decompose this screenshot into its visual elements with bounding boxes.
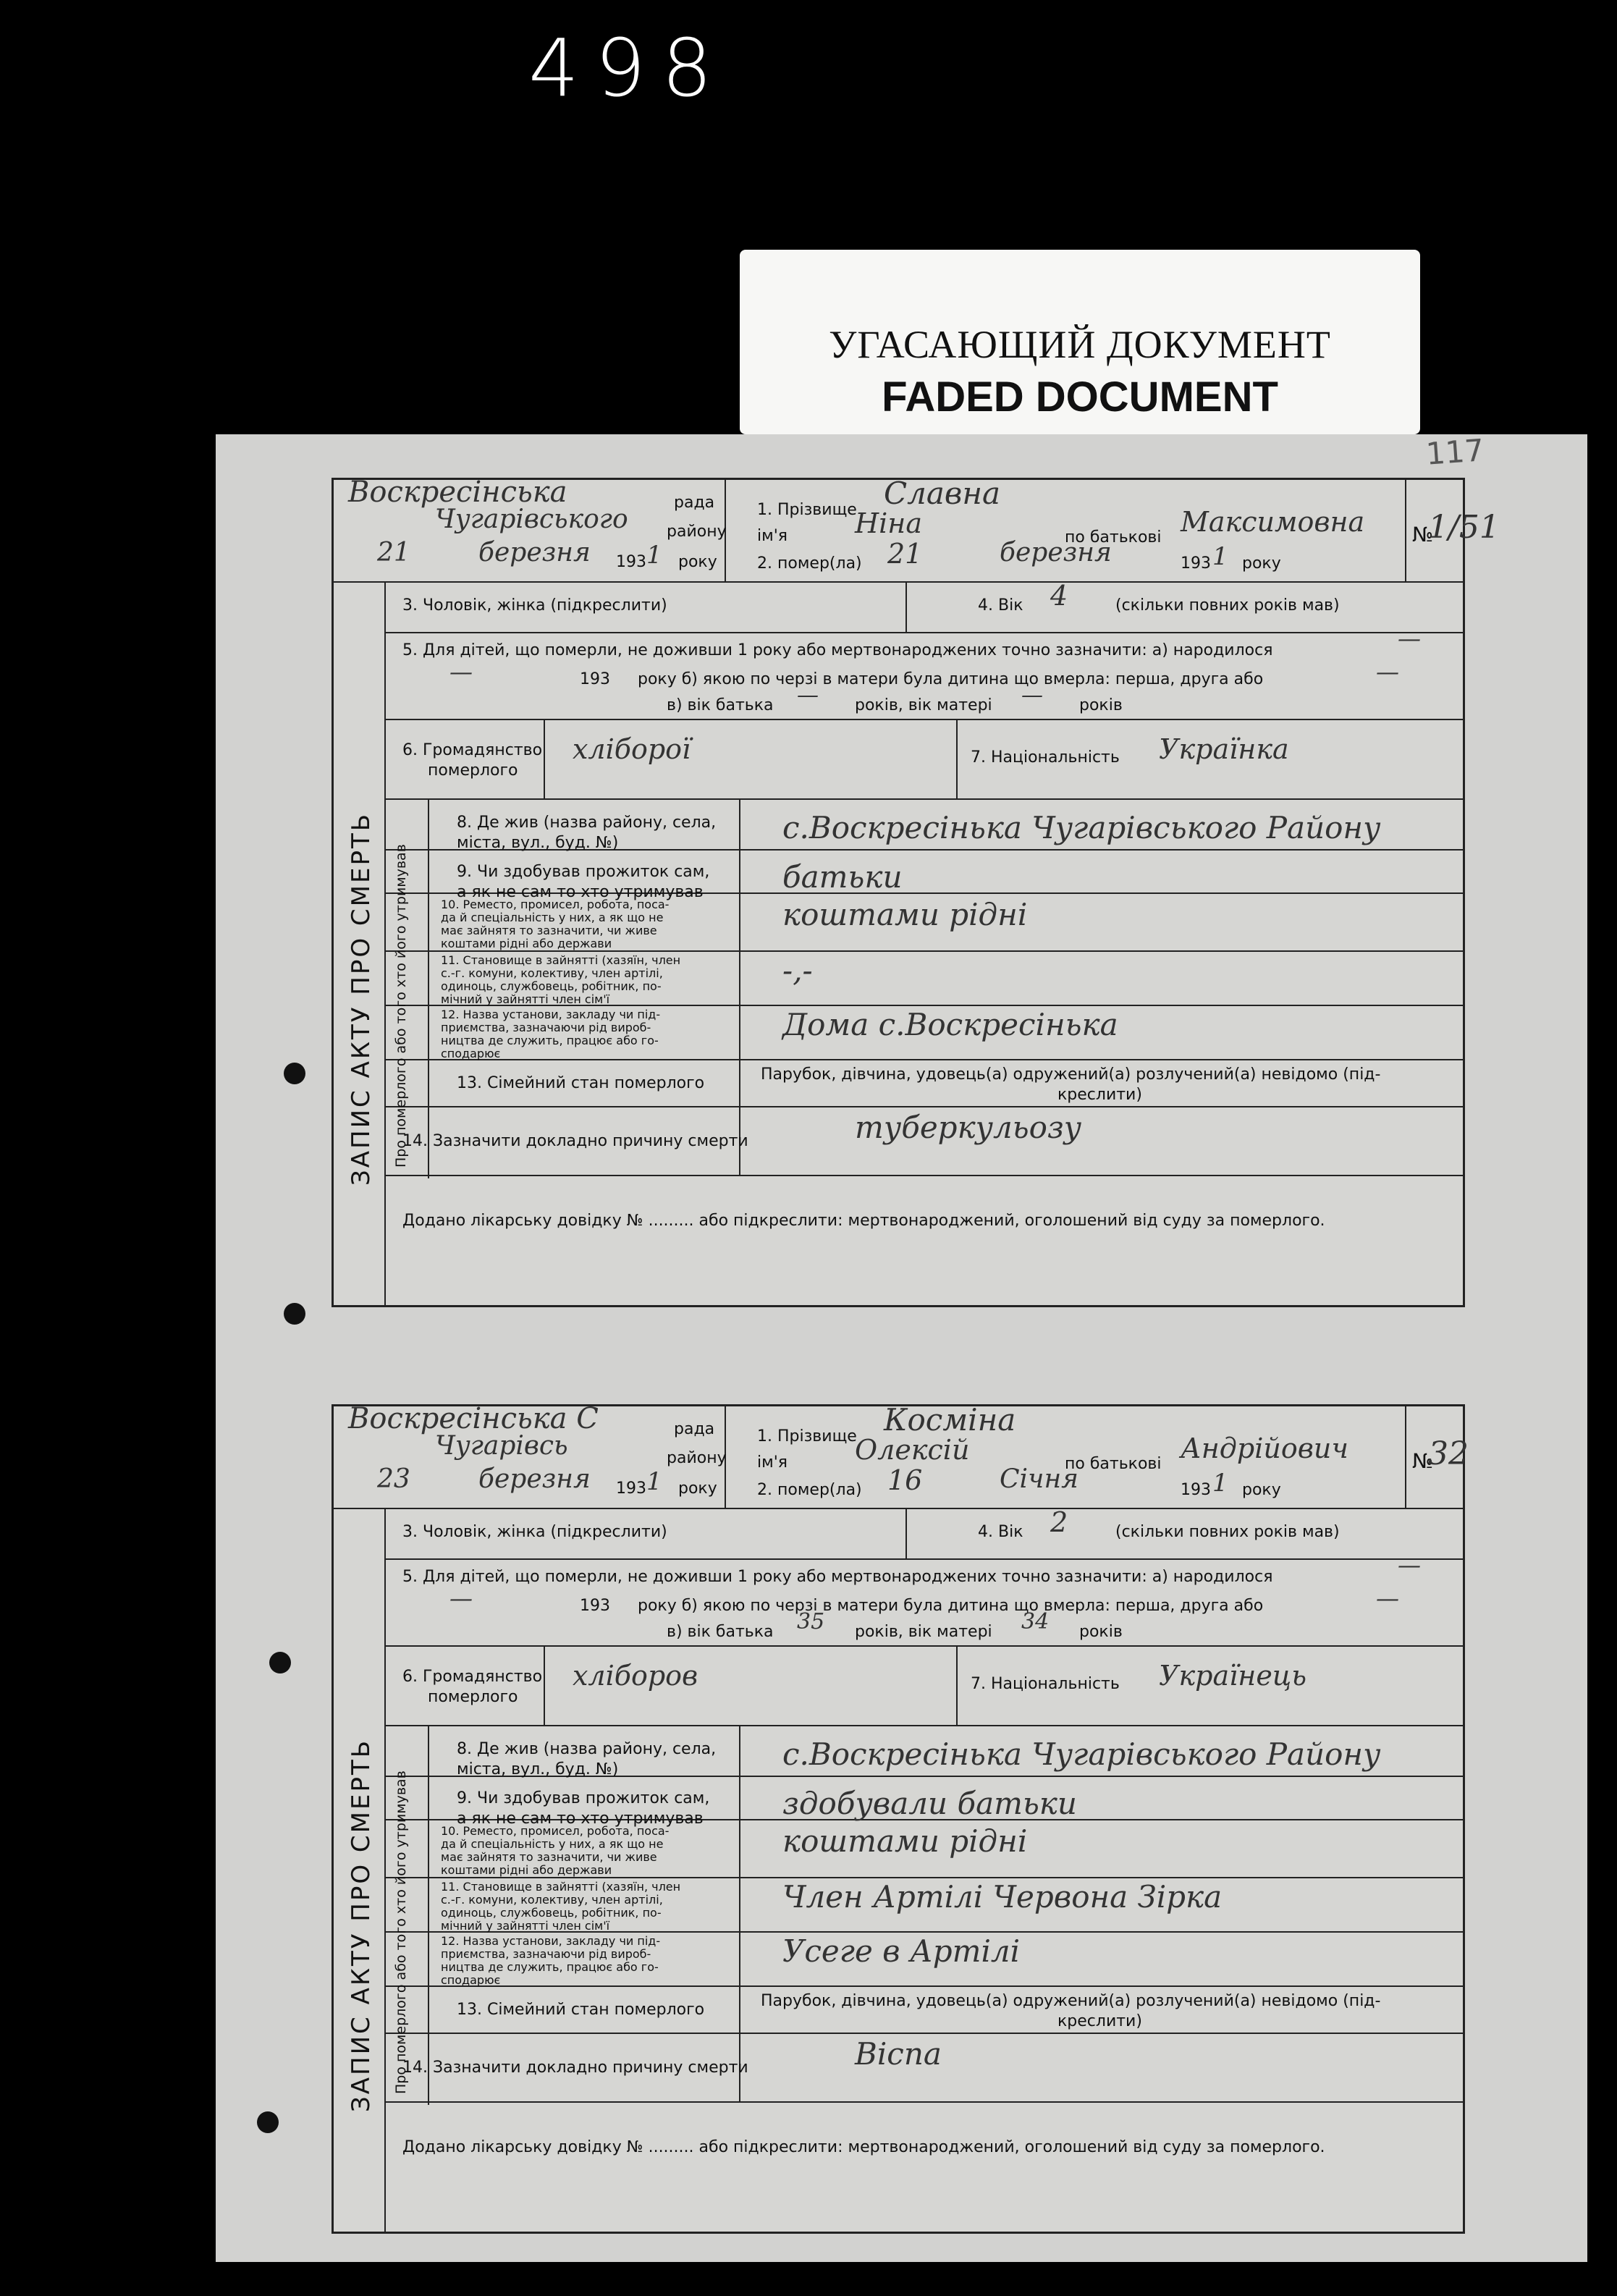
raion-value: Чугарівського — [435, 505, 628, 534]
occupation-value: коштами рідні — [782, 1823, 1028, 1859]
father-age-value: 35 — [797, 1609, 825, 1634]
item5-line3a: в) вік батька — [667, 696, 774, 714]
birth-day-value: — — [1398, 625, 1421, 652]
death-record-2 — [332, 1402, 1469, 2234]
death-day-value: 21 — [887, 538, 923, 570]
row-line-8 — [384, 1106, 1463, 1107]
punch-hole-1 — [284, 1063, 305, 1084]
item9b-label: а як не сам то хто утримував — [457, 883, 704, 901]
occupation-value: коштами рідні — [782, 897, 1028, 932]
record-number: 1/51 — [1428, 509, 1500, 546]
reg-day-value: 21 — [377, 538, 410, 567]
citizenship-label: 6. Громадянство — [402, 1668, 543, 1686]
number-label: № — [1412, 1449, 1434, 1473]
sheet-number: 117 — [1424, 432, 1485, 472]
items-divider — [739, 798, 740, 1175]
reg-day-value: 23 — [377, 1464, 410, 1494]
age-suffix: (скільки повних років мав) — [1115, 596, 1340, 615]
birth-line-value: — — [449, 658, 473, 685]
row-line-0 — [384, 632, 1463, 633]
name-value: Ніна — [855, 507, 922, 539]
row-line-9 — [384, 2101, 1463, 2103]
record-number: 32 — [1428, 1435, 1469, 1472]
mother-age-value: — — [1021, 683, 1043, 708]
surname-label: 1. Прізвище — [757, 501, 857, 519]
died-label: 2. помер(ла) — [757, 1481, 862, 1499]
reg-year-prefix: 193 — [616, 1480, 646, 1498]
death-record-1 — [332, 476, 1500, 1307]
row-line-1 — [384, 1645, 1463, 1647]
footer-note: Додано лікарську довідку № ......... або підкреслити: мертвонароджений, оголошений від суду за померлого. — [402, 1212, 1325, 1230]
item13-options: Парубок, дівчина, удовець(а) одружений(а) розлучений(а) невідомо (під- — [761, 1992, 1381, 2010]
item11c-label: одиноць, службовець, робітник, по- — [441, 1906, 662, 1920]
cause-value: туберкульозу — [855, 1110, 1082, 1145]
nationality-label: 7. Національність — [971, 748, 1120, 767]
row-line-5 — [384, 1877, 1463, 1878]
item11d-label: мічний у зайнятті член сім'ї — [441, 992, 610, 1006]
header-right-divider — [1405, 1406, 1406, 1508]
item12c-label: ництва де служить, працює або го- — [441, 1034, 659, 1047]
item11-label: 11. Становище в зайнятті (хазяїн, член — [441, 1880, 681, 1894]
item8b-label: міста, вул., буд. №) — [457, 834, 619, 852]
reg-month-value: березня — [478, 538, 591, 567]
citizenship-label-2: померлого — [428, 1688, 518, 1706]
item5-line3c: років — [1079, 1623, 1123, 1641]
age-value: 2 — [1050, 1506, 1068, 1538]
side-column-divider — [384, 581, 386, 1305]
nationality-value: Українка — [1159, 733, 1289, 765]
item5-line1: 5. Для дітей, що померли, не доживши 1 року або мертвонароджених точно зазначити: а) народилося — [402, 641, 1273, 659]
header-divider — [334, 581, 1463, 583]
name-label: ім'я — [757, 527, 788, 545]
rada-label: рада — [674, 1420, 715, 1438]
item11c-label: одиноць, службовець, робітник, по- — [441, 979, 662, 993]
age-value: 4 — [1050, 580, 1068, 612]
death-year-value: 1 — [1212, 542, 1228, 571]
item12-label: 12. Назва установи, закладу чи під- — [441, 1934, 661, 1948]
punch-hole-3 — [269, 1652, 291, 1674]
sex-label: 3. Чоловік, жінка (підкреслити) — [402, 1523, 667, 1541]
died-label: 2. помер(ла) — [757, 554, 862, 573]
footer-note: Додано лікарську довідку № ......... або підкреслити: мертвонароджений, оголошений від суду за померлого. — [402, 2138, 1325, 2156]
citizenship-value: хліборов — [573, 1660, 698, 1692]
item14-label: 14. Зазначити докладно причину смерти — [402, 1132, 748, 1150]
item13-options-2: креслити) — [1057, 1086, 1142, 1104]
death-year-label: року — [1242, 1481, 1281, 1499]
item12d-label: сподарює — [441, 1047, 501, 1060]
item11d-label: мічний у зайнятті член сім'ї — [441, 1919, 610, 1933]
surname-value: Славна — [884, 476, 1001, 511]
frame-number: 498 — [528, 22, 728, 114]
item14-label: 14. Зазначити докладно причину смерти — [402, 2059, 748, 2077]
age-suffix: (скільки повних років мав) — [1115, 1523, 1340, 1541]
sex-divider — [905, 581, 907, 632]
item5-year-prefix: 193 — [580, 670, 610, 688]
item5-line3c: років — [1079, 696, 1123, 714]
nationality-divider — [956, 1645, 958, 1725]
row-line-5 — [384, 950, 1463, 952]
citizenship-divider — [544, 719, 545, 798]
item8-label: 8. Де жив (назва району, села, — [457, 814, 717, 832]
item5-line3b: років, вік матері — [855, 696, 992, 714]
patronymic-label: по батькові — [1065, 528, 1162, 546]
item10b-label: да й спеціальність у них, а як що не — [441, 1837, 664, 1851]
item13-options-2: креслити) — [1057, 2012, 1142, 2030]
item5-line3a: в) вік батька — [667, 1623, 774, 1641]
rada-value: Воскресінська С — [348, 1402, 599, 1435]
position-value: -,- — [782, 953, 813, 988]
item5-line1: 5. Для дітей, що померли, не доживши 1 року або мертвонароджених точно зазначити: а) народилося — [402, 1568, 1273, 1586]
birth-day-value: — — [1398, 1551, 1421, 1579]
raion-label: району — [667, 1449, 727, 1467]
item5-line3b: років, вік матері — [855, 1623, 992, 1641]
item11-label: 11. Становище в зайнятті (хазяїн, член — [441, 953, 681, 967]
workplace-value: Усеге в Артілі — [782, 1933, 1021, 1969]
row-line-2 — [384, 798, 1463, 800]
row-line-7 — [384, 1985, 1463, 1987]
sex-label: 3. Чоловік, жінка (підкреслити) — [402, 596, 667, 615]
item9b-label: а як не сам то хто утримував — [457, 1810, 704, 1828]
sub-side-divider — [428, 798, 429, 1178]
death-year-prefix: 193 — [1181, 554, 1211, 573]
reg-year-label: року — [678, 1480, 717, 1498]
item5-year-prefix: 193 — [580, 1597, 610, 1615]
item10-label: 10. Реместо, промисел, робота, поса- — [441, 1824, 670, 1838]
workplace-value: Дома с.Воскресінька — [782, 1007, 1118, 1042]
nationality-divider — [956, 719, 958, 798]
name-value: Олексій — [855, 1434, 970, 1466]
row-line-0 — [384, 1558, 1463, 1560]
item10b-label: да й спеціальність у них, а як що не — [441, 911, 664, 924]
rada-value: Воскресінська — [348, 476, 567, 509]
residence-value: с.Воскресінька Чугарівського Району — [782, 810, 1381, 845]
citizenship-value: хліборої — [573, 733, 691, 765]
item11b-label: с.-г. комуни, колективу, член артілі, — [441, 1893, 663, 1907]
item8b-label: міста, вул., буд. №) — [457, 1760, 619, 1778]
order-value: — — [1376, 658, 1399, 685]
item10c-label: має зайнятя то зазначити, чи живе — [441, 1850, 657, 1864]
age-label: 4. Вік — [978, 596, 1023, 615]
item10d-label: коштами рідні або держави — [441, 937, 612, 950]
reg-year-label: року — [678, 553, 717, 571]
item10-label: 10. Реместо, промисел, робота, поса- — [441, 898, 670, 911]
faded-document-label — [740, 250, 1420, 434]
side-subtitle: Про померлого або того хто його утримував — [393, 1770, 409, 2094]
death-month-value: Січня — [1000, 1464, 1079, 1494]
rada-label: рада — [674, 494, 715, 512]
death-year-label: року — [1242, 554, 1281, 573]
death-day-value: 16 — [887, 1464, 923, 1496]
item13-label: 13. Сімейний стан померлого — [457, 1074, 705, 1092]
raion-value: Чугарівсь — [435, 1431, 568, 1461]
patronymic-value: Максимовна — [1181, 506, 1365, 538]
patronymic-label: по батькові — [1065, 1455, 1162, 1473]
row-line-9 — [384, 1175, 1463, 1176]
item12b-label: приємства, зазначаючи рід вироб- — [441, 1947, 651, 1961]
item10d-label: коштами рідні або держави — [441, 1863, 612, 1877]
reg-year-value: 1 — [646, 541, 662, 570]
sex-divider — [905, 1508, 907, 1558]
reg-year-value: 1 — [646, 1467, 662, 1496]
side-column-divider — [384, 1508, 386, 2232]
item12b-label: приємства, зазначаючи рід вироб- — [441, 1021, 651, 1034]
item11b-label: с.-г. комуни, колективу, член артілі, — [441, 966, 663, 980]
citizenship-label-2: померлого — [428, 761, 518, 780]
item12c-label: ництва де служить, працює або го- — [441, 1960, 659, 1974]
death-year-value: 1 — [1212, 1469, 1228, 1498]
raion-label: району — [667, 523, 727, 541]
name-label: ім'я — [757, 1453, 788, 1472]
side-subtitle: Про померлого або того хто його утримував — [393, 844, 409, 1168]
item12d-label: сподарює — [441, 1973, 501, 1987]
cause-value: Віспа — [855, 2036, 942, 2072]
header-divider — [334, 1508, 1463, 1509]
item5-line2: року б) якою по черзі в матери була дитина що вмерла: перша, друга або — [638, 1597, 1264, 1615]
death-year-prefix: 193 — [1181, 1481, 1211, 1499]
item8-label: 8. Де жив (назва району, села, — [457, 1740, 717, 1758]
age-label: 4. Вік — [978, 1523, 1023, 1541]
item9-label: 9. Чи здобував прожиток сам, — [457, 863, 710, 881]
faded-label-en: FADED DOCUMENT — [882, 373, 1278, 421]
item12-label: 12. Назва установи, закладу чи під- — [441, 1008, 661, 1021]
item10c-label: має зайнятя то зазначити, чи живе — [441, 924, 657, 937]
number-label: № — [1412, 523, 1434, 546]
punch-hole-2 — [284, 1303, 305, 1325]
item5-line2: року б) якою по черзі в матери була дитина що вмерла: перша, друга або — [638, 670, 1264, 688]
header-right-divider — [1405, 480, 1406, 581]
nationality-label: 7. Національність — [971, 1675, 1120, 1693]
position-value: Член Артілі Червона Зірка — [782, 1879, 1223, 1915]
father-age-value: — — [797, 683, 819, 708]
death-month-value: березня — [1000, 538, 1112, 567]
item9-label: 9. Чи здобував прожиток сам, — [457, 1789, 710, 1807]
row-line-1 — [384, 719, 1463, 720]
row-line-8 — [384, 2033, 1463, 2034]
support-value: батьки — [782, 859, 903, 895]
row-line-7 — [384, 1059, 1463, 1060]
citizenship-divider — [544, 1645, 545, 1725]
surname-label: 1. Прізвище — [757, 1427, 857, 1445]
residence-value: с.Воскресінька Чугарівського Району — [782, 1736, 1381, 1772]
surname-value: Косміна — [884, 1402, 1016, 1438]
nationality-value: Українець — [1159, 1660, 1307, 1692]
faded-label-ru: УГАСАЮЩИЙ ДОКУМЕНТ — [829, 323, 1331, 366]
sub-side-divider — [428, 1725, 429, 2105]
item13-label: 13. Сімейний стан померлого — [457, 2001, 705, 2019]
item13-options: Парубок, дівчина, удовець(а) одружений(а) розлучений(а) невідомо (під- — [761, 1065, 1381, 1084]
support-value: здобували батьки — [782, 1786, 1077, 1821]
mother-age-value: 34 — [1021, 1609, 1050, 1634]
side-title: ЗАПИС АКТУ ПРО СМЕРТЬ — [347, 811, 376, 1186]
order-value: — — [1376, 1584, 1399, 1612]
items-divider — [739, 1725, 740, 2101]
citizenship-label: 6. Громадянство — [402, 741, 543, 759]
punch-hole-4 — [257, 2111, 279, 2133]
reg-month-value: березня — [478, 1464, 591, 1494]
patronymic-value: Андрійович — [1181, 1432, 1348, 1464]
side-title: ЗАПИС АКТУ ПРО СМЕРТЬ — [347, 1738, 376, 2112]
row-line-2 — [384, 1725, 1463, 1726]
reg-year-prefix: 193 — [616, 553, 646, 571]
birth-line-value: — — [449, 1584, 473, 1612]
